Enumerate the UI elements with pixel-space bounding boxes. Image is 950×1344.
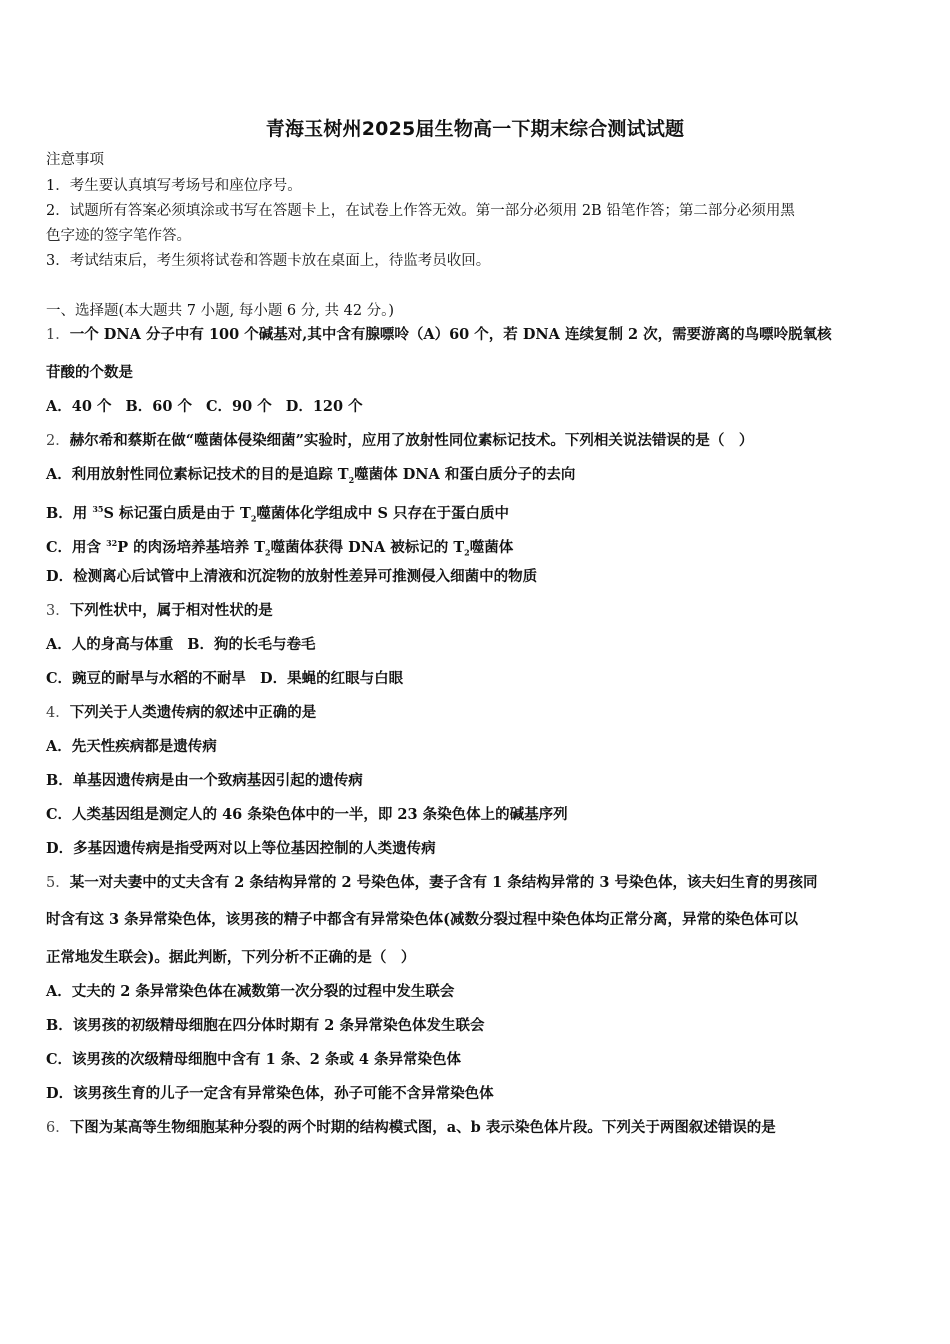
question-1 (46, 325, 906, 345)
option-c: C．人类基因组是测定人的 46 条染色体中的一半，即 23 条染色体上的碱基序列 (46, 806, 568, 823)
question-stem: 一个 DNA 分子中有 100 个碱基对,其中含有腺嘌呤（A）60 个，若 DNA 连续复制 2 次，需要游离的鸟嘌呤脱氧核 (69, 326, 832, 343)
option-text: 噬菌体 (469, 538, 514, 556)
option-d: D．该男孩生育的儿子一定含有异常染色体，孙子可能不含异常染色体 (46, 1085, 494, 1102)
subscript: 2 (464, 547, 470, 558)
option-b: B．该男孩的初级精母细胞在四分体时期有 2 条异常染色体发生联会 (46, 1017, 485, 1034)
option-d: D．多基因遗传病是指受两对以上等位基因控制的人类遗传病 (46, 840, 436, 857)
option-d: D．120 个 (285, 398, 363, 415)
question-stem: 下列关于人类遗传病的叙述中正确的是 (69, 704, 317, 721)
question-number: 5． (46, 875, 70, 891)
options-row (46, 635, 906, 655)
options-row (46, 397, 906, 417)
option-d: D．检测离心后试管中上清液和沉淀物的放射性差异可推测侵入细菌中的物质 (46, 568, 538, 585)
question-5 (46, 873, 906, 893)
page-title: 青海玉树州2025届生物高一下期末综合测试试题 (265, 118, 685, 140)
notice-item: 1．考生要认真填写考场号和座位序号。 (46, 178, 302, 194)
option-d: D．果蝇的红眼与白眼 (260, 670, 404, 687)
option-c: C．豌豆的耐旱与水稻的不耐旱 (46, 670, 247, 687)
subscript: 2 (265, 547, 271, 558)
question-number: 3． (46, 603, 70, 619)
question-number: 1． (46, 327, 70, 343)
option-c (46, 533, 906, 563)
question-6 (46, 1118, 906, 1138)
question-stem-cont: 正常地发生联会)。据此判断，下列分析不正确的是（ ） (46, 949, 416, 966)
option-text: S 标记蛋白质是由于 T (103, 504, 251, 522)
question-4 (46, 703, 906, 723)
option-text: 噬菌体获得 DNA 被标记的 T (270, 538, 465, 556)
superscript: 35 (92, 504, 104, 514)
option-c: C．该男孩的次级精母细胞中含有 1 条、2 条或 4 条异常染色体 (46, 1051, 462, 1068)
option-c: C．90 个 (205, 398, 272, 415)
option-b (46, 499, 906, 529)
question-number: 4． (46, 705, 70, 721)
notice-heading: 注意事项 (46, 152, 104, 168)
section-heading: 一、选择题(本大题共 7 小题, 每小题 6 分, 共 42 分。) (46, 303, 395, 319)
option-a: A．人的身高与体重 (46, 636, 174, 653)
option-text: B．用 (46, 504, 93, 522)
superscript: 32 (106, 538, 118, 548)
question-stem: 某一对夫妻中的丈夫含有 2 条结构异常的 2 号染色体，妻子含有 1 条结构异常的 3 号染色体，该夫妇生育的男孩同 (69, 874, 818, 891)
options-row (46, 669, 906, 689)
option-b: B．单基因遗传病是由一个致病基因引起的遗传病 (46, 772, 363, 789)
option-a: A．40 个 (46, 398, 112, 415)
subscript: 2 (348, 474, 355, 485)
option-b: B．狗的长毛与卷毛 (187, 636, 316, 653)
option-b: B．60 个 (125, 398, 192, 415)
question-stem: 赫尔希和蔡斯在做“噬菌体侵染细菌”实验时，应用了放射性同位素标记技术。下列相关说法错误的是（ ） (69, 432, 754, 449)
question-number: 2． (46, 433, 70, 449)
option-text: 噬菌体化学组成中 S 只存在于蛋白质中 (256, 504, 509, 522)
subscript: 2 (250, 513, 257, 524)
notice-item: 2．试题所有答案必须填涂或书写在答题卡上，在试卷上作答无效。第一部分必须用 2B 铅笔作答；第二部分必须用黑 (46, 203, 795, 219)
question-2 (46, 431, 906, 451)
option-text: 噬菌体 DNA 和蛋白质分子的去向 (354, 466, 576, 483)
option-a: A．丈夫的 2 条异常染色体在减数第一次分裂的过程中发生联会 (46, 983, 455, 1000)
question-stem-cont: 苷酸的个数是 (46, 364, 133, 381)
question-3 (46, 601, 906, 621)
question-number: 6． (46, 1120, 70, 1136)
option-text: P 的肉汤培养基培养 T (117, 538, 266, 556)
question-stem-cont: 时含有这 3 条异常染色体，该男孩的精子中都含有异常染色体(减数分裂过程中染色体均正常分离，异常的染色体可以 (46, 911, 799, 928)
option-text: A．利用放射性同位素标记技术的目的是追踪 T (46, 466, 349, 483)
option-text: C．用含 (46, 538, 107, 556)
question-stem: 下列性状中，属于相对性状的是 (69, 602, 273, 619)
option-a (46, 465, 906, 490)
question-stem: 下图为某高等生物细胞某种分裂的两个时期的结构模式图，a、b 表示染色体片段。下列关于两图叙述错误的是 (69, 1119, 776, 1136)
notice-item: 色字迹的签字笔作答。 (46, 228, 191, 244)
notice-item: 3．考试结束后，考生须将试卷和答题卡放在桌面上，待监考员收回。 (46, 253, 491, 269)
option-a: A．先天性疾病都是遗传病 (46, 738, 217, 755)
